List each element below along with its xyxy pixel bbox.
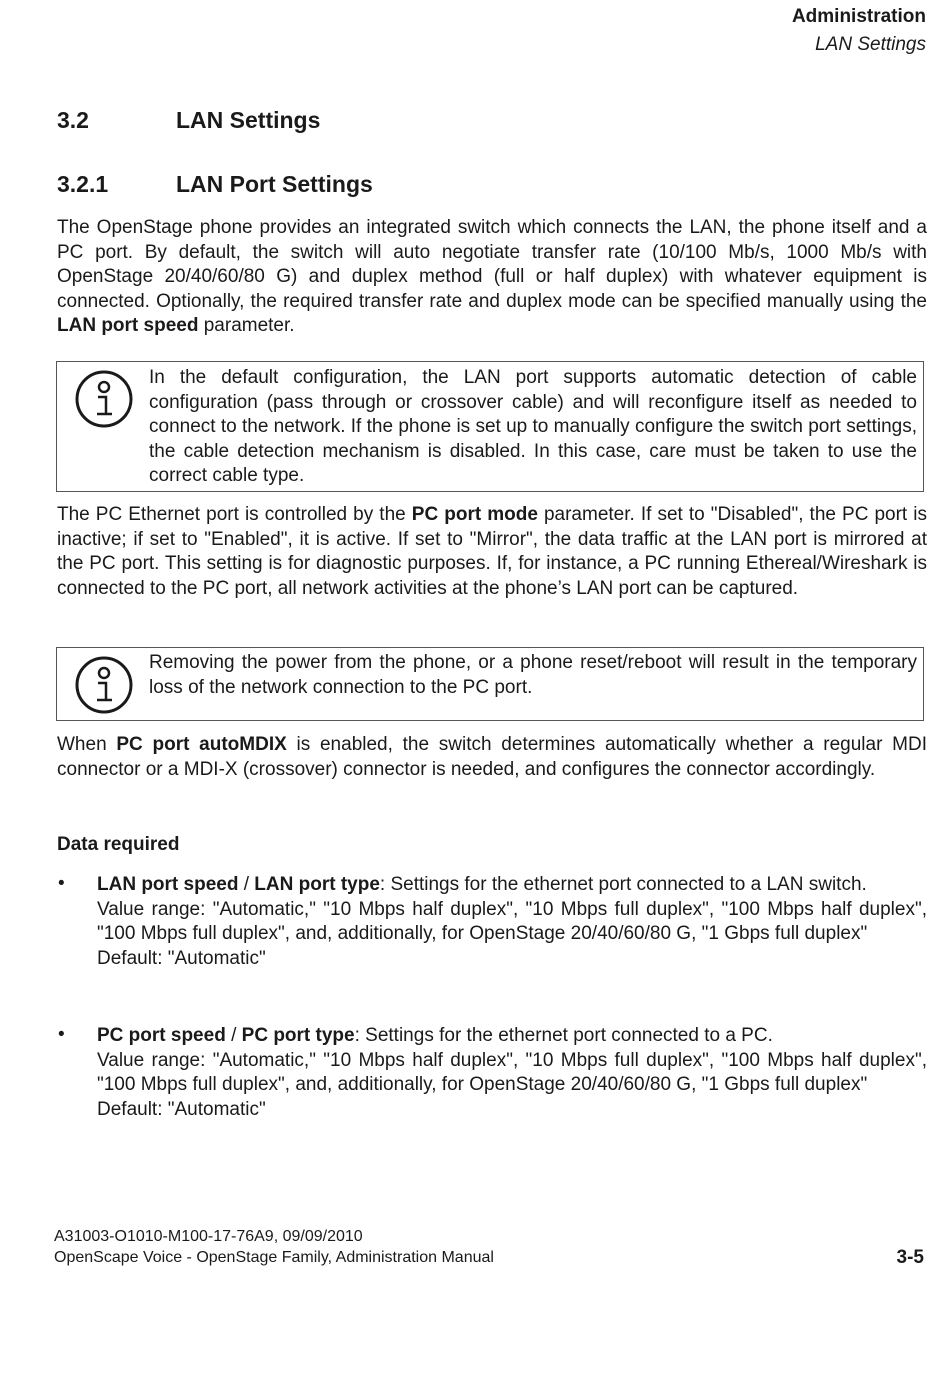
note-box-cable <box>56 361 924 492</box>
bullet-marker: • <box>58 873 65 894</box>
info-icon <box>75 656 133 714</box>
footer-doc-id: A31003-O1010-M100-17-76A9, 09/09/2010 <box>54 1228 363 1245</box>
paragraph-automdix: When PC port autoMDIX is enabled, the switch determines automatically whether a regular MDI connector or a MDI-X (crossover) connector is needed, and configures the connector accordingly. <box>57 734 927 780</box>
note-box-power <box>56 647 924 721</box>
list-item-value-range: Value range: "Automatic," "10 Mbps half duplex", "10 Mbps full duplex", "100 Mbps half duplex", "100 Mbps full duplex", and, additionally, for OpenStage 20/40/60/80 G, "1 Gbps full duplex" <box>97 1049 927 1095</box>
subsection-number: 3.2.1 <box>57 171 109 197</box>
running-header-title: Administration <box>791 6 926 27</box>
list-item-heading: PC port speed / PC port type: Settings for the ethernet port connected to a PC. <box>97 1025 773 1046</box>
list-item-heading: LAN port speed / LAN port type: Settings for the ethernet port connected to a LAN switch. <box>97 874 867 895</box>
bullet-marker: • <box>58 1024 65 1045</box>
section-number: 3.2 <box>57 107 89 133</box>
paragraph-pc-port-mode: The PC Ethernet port is controlled by the PC port mode parameter. If set to "Disabled", the PC port is inactive; if set to "Enabled", it is active. If set to "Mirror", the data traffic at the LAN port is mirrored at the PC port. This setting is for diagnostic purposes. If, for instance, a PC running Ethereal/Wireshark is connected to the PC port, all network activities at the phone’s LAN port can be captured. <box>57 504 927 599</box>
running-header-subtitle: LAN Settings <box>815 34 926 55</box>
paragraph-intro: The OpenStage phone provides an integrated switch which connects the LAN, the phone itself and a PC port. By default, the switch will auto negotiate transfer rate (10/100 Mb/s, 1000 Mb/s with OpenStage 20/40/60/80 G) and duplex method (full or half duplex) with whatever equipment is connected. Optionally, the required transfer rate and duplex mode can be specified manually using the LAN port speed parameter. <box>57 217 927 336</box>
note-text: In the default configuration, the LAN port supports automatic detection of cable configuration (pass through or crossover cable) and will reconfigure itself as needed to connect to the network. If the phone is set up to manually configure the switch port settings, the cable detection mechanism is disabled. In this case, care must be taken to use the correct cable type. <box>149 367 917 486</box>
data-required-heading: Data required <box>57 834 180 855</box>
subsection-heading <box>57 171 373 198</box>
list-item-default: Default: "Automatic" <box>97 947 266 969</box>
page-number: 3-5 <box>896 1247 924 1268</box>
list-item-default: Default: "Automatic" <box>97 1098 266 1120</box>
list-item <box>97 1024 927 1122</box>
info-icon <box>75 370 133 428</box>
subsection-title: LAN Port Settings <box>176 171 373 197</box>
list-item <box>97 873 927 971</box>
footer-doc-title: OpenScape Voice - OpenStage Family, Administration Manual <box>54 1249 494 1266</box>
section-title: LAN Settings <box>176 107 321 133</box>
section-heading <box>57 107 320 134</box>
note-text: Removing the power from the phone, or a phone reset/reboot will result in the temporary loss of the network connection to the PC port. <box>149 652 917 698</box>
list-item-value-range: Value range: "Automatic," "10 Mbps half duplex", "10 Mbps full duplex", "100 Mbps half duplex", "100 Mbps full duplex", and, additionally, for OpenStage 20/40/60/80 G, "1 Gbps full duplex" <box>97 898 927 944</box>
